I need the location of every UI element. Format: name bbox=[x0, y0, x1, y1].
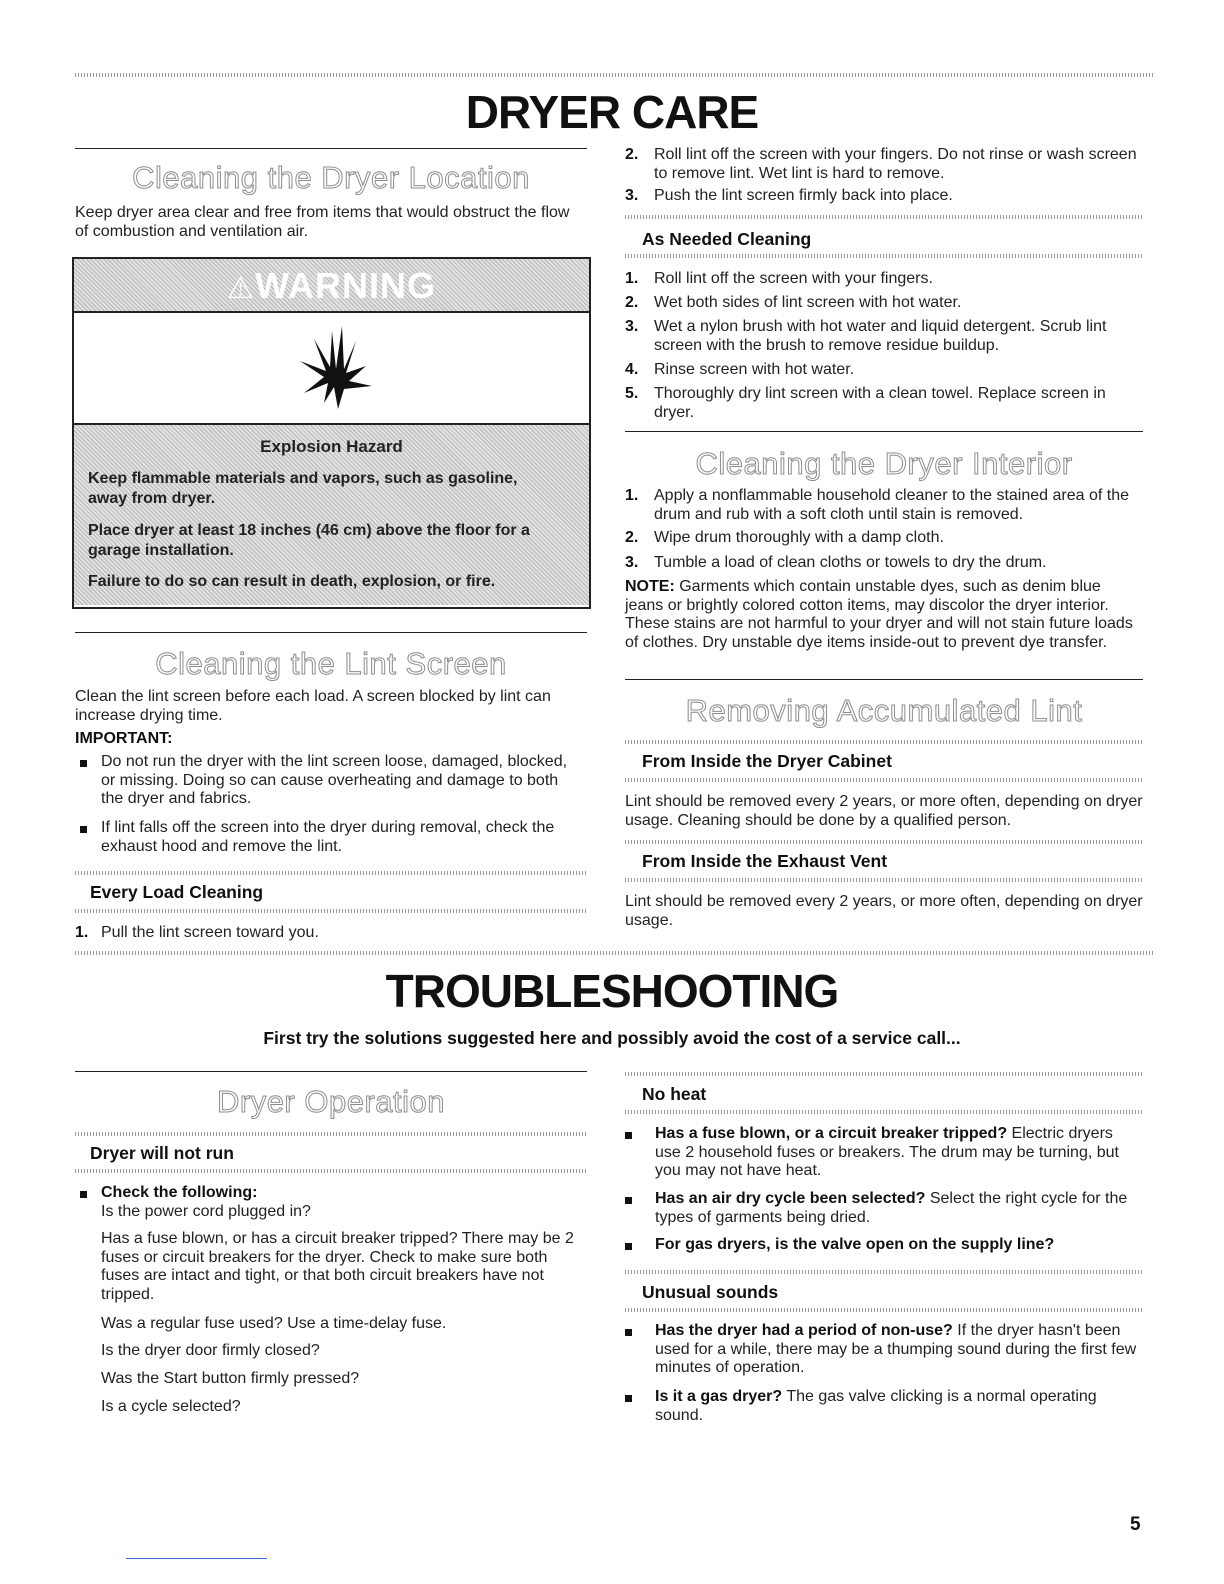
every-load-num-1: 1. bbox=[75, 924, 89, 941]
interior-step-3: Tumble a load of clean cloths or towels to dry the drum. bbox=[654, 554, 1047, 571]
explosion-icon bbox=[294, 321, 374, 411]
no-heat-q-2: Has an air dry cycle been selected? bbox=[655, 1190, 926, 1207]
accumulated-rule bbox=[625, 679, 1143, 680]
as-needed-step-3: Wet a nylon brush with hot water and liquid detergent. Scrub lint screen with the brush to remove residue buildup. bbox=[654, 318, 1107, 354]
unusual-bullet-2 bbox=[625, 1395, 632, 1402]
unusual-item-1 bbox=[655, 1322, 1140, 1378]
page-title: DRYER CARE bbox=[465, 86, 759, 138]
every-load-heading: Every Load Cleaning bbox=[90, 882, 264, 902]
interior-rule bbox=[625, 431, 1143, 432]
unusual-q-2: Is it a gas dryer? bbox=[655, 1388, 783, 1405]
no-heat-item-1 bbox=[655, 1125, 1135, 1181]
bottom-blue-line bbox=[126, 1558, 267, 1559]
every-load-num-3: 3. bbox=[625, 187, 639, 204]
check-label: Check the following: bbox=[101, 1184, 258, 1201]
check-bullet bbox=[80, 1191, 87, 1198]
vent-bottom-rule bbox=[625, 878, 1143, 882]
check-item-6: Is a cycle selected? bbox=[101, 1398, 241, 1415]
interior-num-3: 3. bbox=[625, 554, 639, 571]
cabinet-heading: From Inside the Dryer Cabinet bbox=[642, 751, 892, 771]
interior-num-1: 1. bbox=[625, 487, 639, 504]
no-heat-a-1: Electric dryers use 2 household fuses or breakers. The drum may be turning, but you may not have heat. bbox=[655, 1125, 1119, 1179]
warning-line-1: Keep flammable materials and vapors, such as gasoline, away from dryer. bbox=[88, 470, 518, 507]
no-heat-item-2 bbox=[655, 1190, 1135, 1227]
warning-triangle-icon: ⚠ bbox=[227, 271, 255, 306]
lint-intro: Clean the lint screen before each load. A screen blocked by lint can increase drying time. bbox=[75, 688, 551, 724]
interior-title: Cleaning the Dryer Interior bbox=[695, 446, 1073, 481]
lint-bullet-2 bbox=[80, 826, 87, 833]
location-title: Cleaning the Dryer Location bbox=[132, 160, 530, 195]
no-heat-item-3 bbox=[655, 1236, 1135, 1255]
as-needed-bottom-rule bbox=[625, 254, 1143, 258]
warning-label: WARNING bbox=[254, 265, 436, 306]
interior-note bbox=[625, 578, 1143, 652]
will-not-run-heading: Dryer will not run bbox=[90, 1143, 234, 1163]
note-text: Garments which contain unstable dyes, such as denim blue jeans or brightly colored cotton items, may discolor the dryer interior. These stains are not harmful to your dryer and will not stain future loads of clothes. Dry unstable dye items inside-out to prevent dye transfer. bbox=[625, 578, 1133, 651]
as-needed-top-rule bbox=[625, 215, 1143, 219]
interior-num-2: 2. bbox=[625, 529, 639, 546]
interior-step-2: Wipe drum thoroughly with a damp cloth. bbox=[654, 529, 944, 546]
as-needed-step-4: Rinse screen with hot water. bbox=[654, 361, 855, 378]
check-item-1: Is the power cord plugged in? bbox=[101, 1203, 311, 1220]
unusual-top-rule bbox=[625, 1270, 1143, 1274]
will-not-run-top-rule bbox=[75, 1132, 587, 1136]
accumulated-title: Removing Accumulated Lint bbox=[685, 693, 1083, 728]
no-heat-q-3: For gas dryers, is the valve open on the supply line? bbox=[655, 1236, 1055, 1253]
every-load-top-rule bbox=[75, 871, 587, 875]
every-load-num-2: 2. bbox=[625, 146, 639, 163]
troubleshooting-divider bbox=[75, 951, 1153, 955]
as-needed-heading: As Needed Cleaning bbox=[642, 229, 812, 249]
no-heat-a-2: Select the right cycle for the types of garments being dried. bbox=[655, 1190, 1128, 1226]
every-load-bottom-rule bbox=[75, 909, 587, 913]
no-heat-bullet-2 bbox=[625, 1197, 632, 1204]
every-load-step-3: Push the lint screen firmly back into place. bbox=[654, 187, 953, 204]
warning-line-3: Failure to do so can result in death, explosion, or fire. bbox=[88, 573, 496, 590]
as-needed-num-3: 3. bbox=[625, 318, 639, 335]
warning-box bbox=[72, 257, 591, 609]
top-divider bbox=[75, 73, 1153, 77]
as-needed-step-1: Roll lint off the screen with your fingers. bbox=[654, 270, 933, 287]
lint-bullet-1 bbox=[80, 760, 87, 767]
vent-text: Lint should be removed every 2 years, or more often, depending on dryer usage. bbox=[625, 893, 1143, 929]
unusual-bullet-1 bbox=[625, 1329, 632, 1336]
unusual-a-2: The gas valve clicking is a normal operating sound. bbox=[655, 1388, 1097, 1424]
every-load-step-2: Roll lint off the screen with your fingers. Do not rinse or wash screen to remove lint. Wet lint is hard to remove. bbox=[654, 146, 1137, 182]
location-rule bbox=[75, 148, 587, 149]
check-item-5: Was the Start button firmly pressed? bbox=[101, 1370, 360, 1387]
every-load-step-1: Pull the lint screen toward you. bbox=[101, 924, 319, 941]
no-heat-bullet-3 bbox=[625, 1243, 632, 1250]
interior-step-1: Apply a nonflammable household cleaner to the stained area of the drum and rub with a soft cloth until stain is removed. bbox=[654, 487, 1129, 523]
no-heat-bottom-rule bbox=[625, 1110, 1143, 1114]
as-needed-num-4: 4. bbox=[625, 361, 639, 378]
cabinet-text: Lint should be removed every 2 years, or more often, depending on dryer usage. Cleaning should be done by a qualified person. bbox=[625, 793, 1143, 829]
vent-top-rule bbox=[625, 840, 1143, 844]
lint-title: Cleaning the Lint Screen bbox=[155, 646, 507, 681]
unusual-a-1: If the dryer hasn't been used for a while, there may be a thumping sound during the first few minutes of operation. bbox=[655, 1322, 1137, 1376]
location-intro: Keep dryer area clear and free from items that would obstruct the flow of combustion and ventilation air. bbox=[75, 204, 570, 240]
lint-bullet-text-2: If lint falls off the screen into the dryer during removal, check the exhaust hood and remove the lint. bbox=[101, 819, 555, 855]
lint-bullet-text-1: Do not run the dryer with the lint screen loose, damaged, blocked, or missing. Doing so can cause overheating and damage to both the dryer and fabrics. bbox=[101, 753, 568, 807]
as-needed-step-2: Wet both sides of lint screen with hot water. bbox=[654, 294, 962, 311]
will-not-run-bottom-rule bbox=[75, 1169, 587, 1173]
no-heat-bullet-1 bbox=[625, 1132, 632, 1139]
check-item-2: Has a fuse blown, or has a circuit breaker tripped? There may be 2 fuses or circuit breakers for the dryer. Check to make sure both fuses are intact and tight, or that both circuit breakers have not tripped. bbox=[101, 1230, 574, 1303]
unusual-heading: Unusual sounds bbox=[642, 1282, 779, 1302]
operation-rule bbox=[75, 1071, 587, 1072]
unusual-q-1: Has the dryer had a period of non-use? bbox=[655, 1322, 953, 1339]
warning-hazard: Explosion Hazard bbox=[260, 437, 403, 456]
no-heat-q-1: Has a fuse blown, or a circuit breaker tripped? bbox=[655, 1125, 1008, 1142]
note-label: NOTE: bbox=[625, 578, 675, 595]
lint-rule bbox=[75, 632, 587, 633]
warning-banner bbox=[74, 259, 589, 311]
as-needed-num-2: 2. bbox=[625, 294, 639, 311]
no-heat-top-rule bbox=[625, 1072, 1143, 1076]
check-item-3: Was a regular fuse used? Use a time-delay fuse. bbox=[101, 1315, 447, 1332]
unusual-item-2 bbox=[655, 1388, 1140, 1425]
no-heat-heading: No heat bbox=[642, 1084, 707, 1104]
cabinet-bottom-rule bbox=[625, 778, 1143, 782]
unusual-bottom-rule bbox=[625, 1308, 1143, 1312]
as-needed-step-5: Thoroughly dry lint screen with a clean towel. Replace screen in dryer. bbox=[654, 385, 1106, 421]
as-needed-num-1: 1. bbox=[625, 270, 639, 287]
as-needed-num-5: 5. bbox=[625, 385, 639, 402]
check-item-4: Is the dryer door firmly closed? bbox=[101, 1342, 320, 1359]
operation-title: Dryer Operation bbox=[216, 1084, 446, 1119]
troubleshooting-subtitle: First try the solutions suggested here and possibly avoid the cost of a service call... bbox=[263, 1028, 961, 1048]
vent-heading: From Inside the Exhaust Vent bbox=[642, 851, 888, 871]
troubleshooting-title: TROUBLESHOOTING bbox=[385, 965, 839, 1017]
cabinet-top-rule bbox=[625, 740, 1143, 744]
important-label: IMPORTANT: bbox=[75, 730, 173, 747]
warning-line-2: Place dryer at least 18 inches (46 cm) above the floor for a garage installation. bbox=[88, 522, 530, 559]
page-number: 5 bbox=[1130, 1514, 1141, 1535]
warning-divider bbox=[74, 311, 589, 313]
